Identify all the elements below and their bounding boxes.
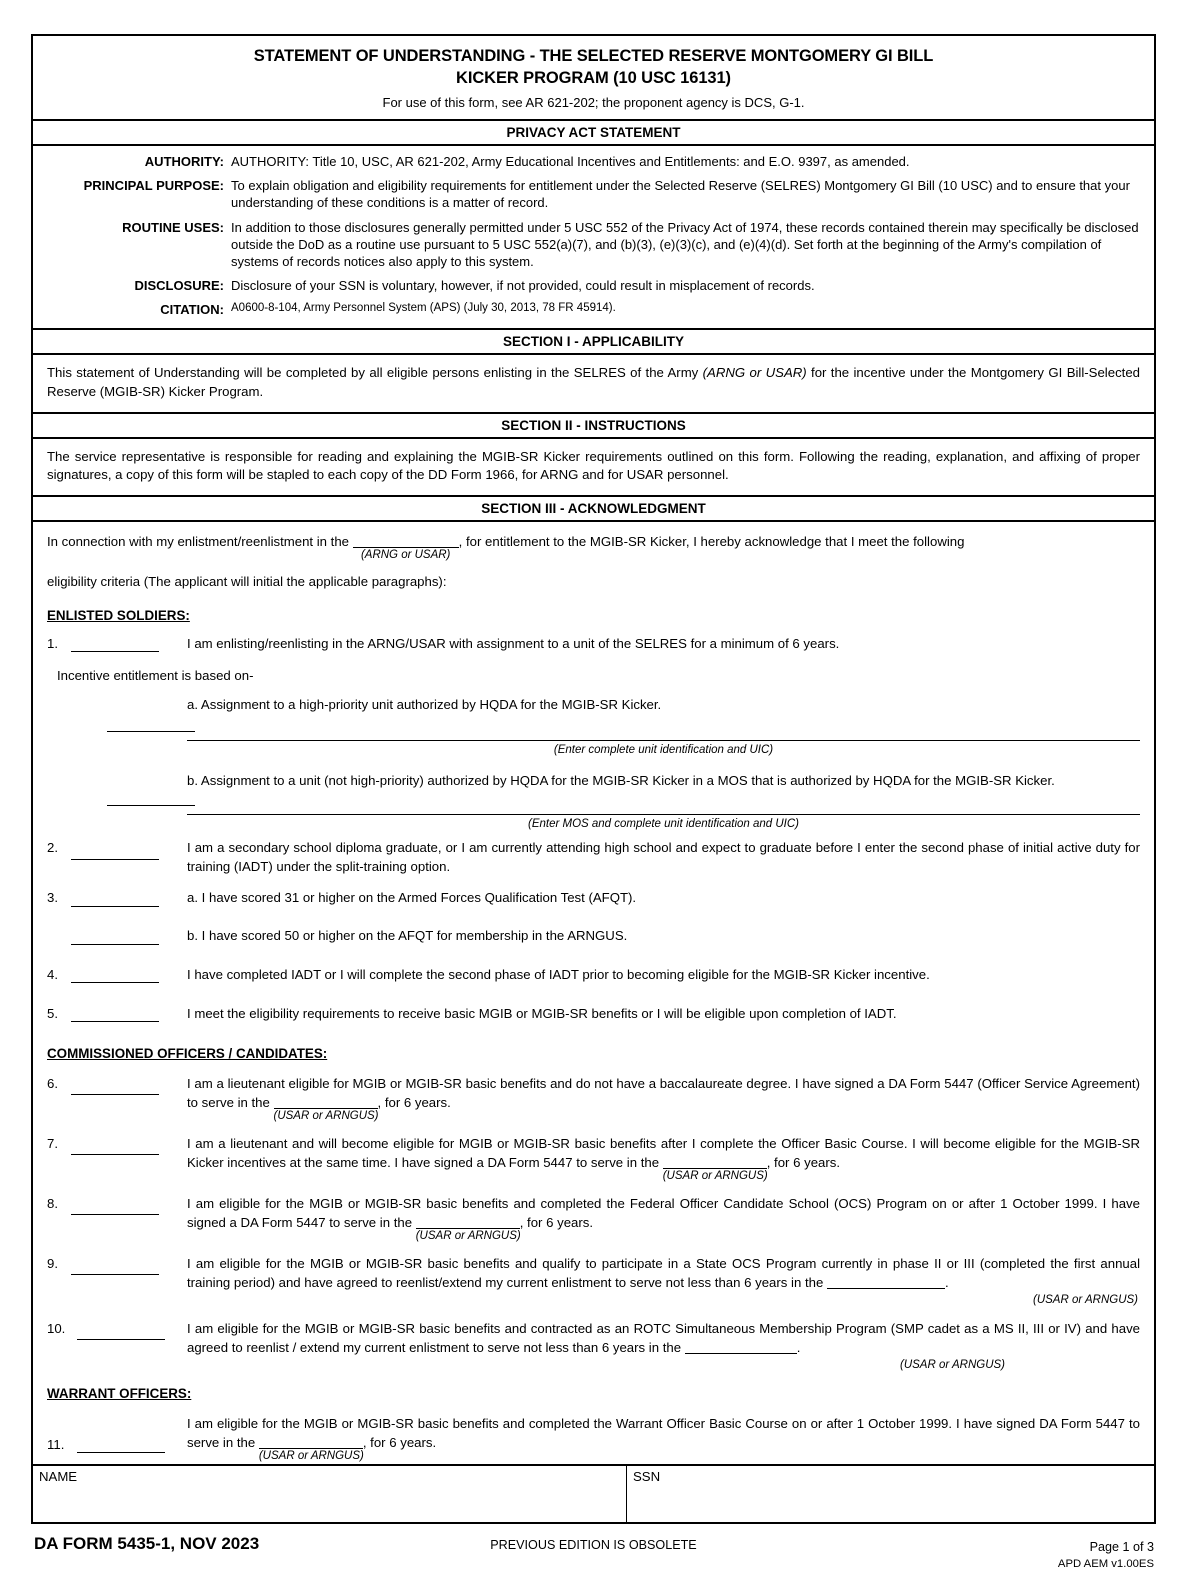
item-11-branch-caption: (USAR or ARNGUS)	[258, 1449, 364, 1462]
identity-row	[33, 1464, 1154, 1522]
form-subtitle: For use of this form, see AR 621-202; the proponent agency is DCS, G-1.	[382, 94, 805, 110]
item-5-text: I meet the eligibility requirements to receive basic MGIB or MGIB-SR benefits or I will be eligible upon completion of IADT.	[187, 1006, 897, 1022]
item-9-text-part-1: I am eligible for the MGIB or MGIB-SR basic benefits and qualify to participate in a State OCS Program currently in phase II or III (completed the first annual training period) and have agreed to reenlist/extend my current enlistment to serve not less than 6 years in the	[187, 1255, 1140, 1290]
item-11-text	[187, 1414, 1140, 1462]
item-5	[47, 1004, 1140, 1030]
item-1b-entry-caption: (Enter MOS and complete unit identification and UIC)	[527, 817, 800, 830]
privacy-text-disclosure: Disclosure of your SSN is voluntary, however, if not provided, could result in misplacement of records.	[231, 277, 815, 293]
item-11-initial-line[interactable]	[77, 1452, 165, 1453]
privacy-label-authority: AUTHORITY:	[144, 154, 224, 170]
item-11	[47, 1414, 1140, 1462]
form-identifier: DA FORM 5435-1, NOV 2023	[34, 1533, 260, 1553]
item-1b-initial-line[interactable]	[107, 805, 195, 806]
privacy-text-citation: A0600-8-104, Army Personnel System (APS) (July 30, 2013, 78 FR 45914).	[231, 302, 616, 315]
privacy-label-citation: CITATION:	[160, 302, 224, 318]
section-1-body	[33, 355, 1154, 411]
item-2-text: I am a secondary school diploma graduate, or I am currently attending high school and expect to graduate before I enter the second phase of initial active duty for training (IADT) under the split-training option.	[187, 840, 1140, 875]
item-4-initial-line[interactable]	[71, 982, 159, 983]
item-8-text	[187, 1194, 1140, 1242]
item-10-text-part-2: .	[796, 1340, 801, 1356]
section-1-text-after: for the incentive under the Montgomery GI Bill-Selected Reserve (MGIB-SR) Kicker Program.	[47, 365, 1140, 400]
privacy-row-principal-purpose	[39, 177, 1140, 211]
item-10-branch-blank[interactable]	[685, 1341, 797, 1354]
item-8-branch-caption: (USAR or ARNGUS)	[415, 1229, 521, 1242]
item-9-branch-caption: (USAR or ARNGUS)	[1033, 1293, 1138, 1306]
name-field[interactable]	[33, 1466, 627, 1522]
item-10-number: 10.	[47, 1321, 66, 1337]
item-3a-initial-line[interactable]	[71, 906, 159, 907]
page-info	[1058, 1538, 1154, 1573]
item-6	[47, 1074, 1140, 1122]
privacy-row-routine-uses	[39, 219, 1140, 270]
item-10-text-part-1: I am eligible for the MGIB or MGIB-SR basic benefits and contracted as an ROTC Simultaneous Membership Program (SMP cadet as a MS II, III or IV) and have agreed to reenlist / extend my current enlistment to serve not less than 6 years in the	[187, 1321, 1140, 1356]
item-4-number: 4.	[47, 967, 58, 983]
item-9-number: 9.	[47, 1255, 58, 1271]
item-9-branch-blank[interactable]	[827, 1276, 945, 1289]
section-1-italic: (ARNG or USAR)	[702, 365, 807, 381]
item-6-blank-wrap	[273, 1093, 379, 1122]
item-6-text	[187, 1074, 1140, 1122]
item-11-text-part-2: , for 6 years.	[362, 1434, 437, 1450]
item-11-blank-wrap	[258, 1433, 364, 1462]
section-2-text: The service representative is responsible for reading and explaining the MGIB-SR Kicker requirements outlined on this form. Following the reading, explanation, and affixing of proper signatures, a copy of this form will be stapled to each copy of the DD Form 1966, for ARNG and for USAR personnel.	[47, 448, 1140, 483]
privacy-row-disclosure	[39, 277, 1140, 294]
item-5-number: 5.	[47, 1006, 58, 1022]
form-frame	[31, 34, 1156, 1524]
intro-text-part-1: In connection with my enlistment/reenlistment in the	[47, 534, 353, 550]
item-2	[47, 838, 1140, 876]
section-2-body	[33, 439, 1154, 495]
item-8-text-part-1: I am eligible for the MGIB or MGIB-SR basic benefits and completed the Federal Officer Candidate School (OCS) Program on or after 1 October 1999. I have signed a DA Form 5447 to serve in the	[187, 1195, 1140, 1230]
item-8-number: 8.	[47, 1195, 58, 1211]
warrant-officers-heading: WARRANT OFFICERS:	[47, 1386, 192, 1402]
item-7-initial-line[interactable]	[71, 1154, 159, 1155]
form-page	[31, 34, 1156, 1578]
item-1a	[47, 695, 1140, 759]
item-6-text-part-2: , for 6 years.	[377, 1094, 451, 1110]
item-8	[47, 1194, 1140, 1242]
item-3b-initial-line[interactable]	[71, 944, 159, 945]
item-7-number: 7.	[47, 1135, 58, 1151]
privacy-act-heading: PRIVACY ACT STATEMENT	[33, 121, 1154, 146]
item-1-number: 1.	[47, 635, 58, 651]
item-8-blank-wrap	[415, 1213, 521, 1242]
item-2-number: 2.	[47, 840, 58, 856]
item-6-initial-line[interactable]	[71, 1094, 159, 1095]
item-7-text-part-2: , for 6 years.	[766, 1154, 841, 1170]
previous-edition-note: PREVIOUS EDITION IS OBSOLETE	[490, 1537, 697, 1552]
item-1b	[47, 771, 1140, 833]
item-1b-entry-block	[187, 814, 1140, 833]
item-1a-entry-caption: (Enter complete unit identification and UIC)	[553, 743, 774, 756]
form-title-line-1: STATEMENT OF UNDERSTANDING - THE SELECTED RESERVE MONTGOMERY GI BILL	[253, 47, 934, 65]
item-9-initial-line[interactable]	[71, 1274, 159, 1275]
item-1-text: I am enlisting/reenlisting in the ARNG/USAR with assignment to a unit of the SELRES for a minimum of 6 years.	[187, 635, 840, 651]
item-2-initial-line[interactable]	[71, 859, 159, 860]
item-9	[47, 1254, 1140, 1309]
privacy-act-body	[33, 146, 1154, 328]
page-number: Page 1 of 3	[1089, 1539, 1154, 1554]
item-3-number: 3.	[47, 890, 58, 906]
section-2-heading: SECTION II - INSTRUCTIONS	[33, 412, 1154, 439]
item-7-text-part-1: I am a lieutenant and will become eligible for MGIB or MGIB-SR basic benefits after I complete the Officer Basic Course. I will become eligible for the MGIB-SR Kicker incentives at the same time. I have signed a DA Form 5447 to serve in the	[187, 1135, 1140, 1170]
item-1a-initial-line[interactable]	[107, 731, 195, 732]
privacy-label-routine-uses: ROUTINE USES:	[122, 219, 224, 235]
item-7-blank-wrap	[662, 1153, 768, 1182]
privacy-label-disclosure: DISCLOSURE:	[134, 277, 224, 293]
item-10	[47, 1319, 1140, 1374]
intro-blank-wrap	[353, 532, 459, 562]
name-label: NAME	[39, 1468, 78, 1484]
item-5-initial-line[interactable]	[71, 1021, 159, 1022]
item-3b-text: b. I have scored 50 or higher on the AFQT for membership in the ARNGUS.	[187, 928, 628, 944]
item-9-text-part-2: .	[944, 1274, 949, 1290]
ssn-label: SSN	[633, 1468, 661, 1484]
item-6-number: 6.	[47, 1075, 58, 1091]
apd-version: APD AEM v1.00ES	[1057, 1557, 1154, 1570]
section-3-body	[33, 522, 1154, 1463]
intro-text-part-2: , for entitlement to the MGIB-SR Kicker, I hereby acknowledge that I meet the following	[458, 534, 965, 550]
item-10-branch-caption: (USAR or ARNGUS)	[900, 1359, 1005, 1372]
item-4-text: I have completed IADT or I will complete the second phase of IADT prior to becoming eligible for the MGIB-SR Kicker incentive.	[187, 967, 930, 983]
item-11-text-part-1: I am eligible for the MGIB or MGIB-SR basic benefits and completed the Warrant Officer Basic Course on or after 1 October 1999. I have signed DA Form 5447 to serve in the	[187, 1415, 1140, 1450]
acknowledgment-intro-line-2: eligibility criteria (The applicant will initial the applicable paragraphs):	[47, 574, 447, 590]
item-4	[47, 965, 1140, 991]
item-11-number: 11.	[47, 1436, 65, 1452]
privacy-label-principal-purpose: PRINCIPAL PURPOSE:	[83, 178, 224, 194]
item-3a	[47, 888, 1140, 914]
privacy-text-routine-uses: In addition to those disclosures generally permitted under 5 USC 552 of the Privacy Act of 1974, these records contained therein may specifically be disclosed outside the DoD as a routine use pursuant to 5 USC 552(a)(7), and (b)(3), (e)(3)(c), and (e)(4)(d). Set forth at the beginning of the Army's compilation of systems of records notices also apply to this system.	[231, 219, 1139, 269]
page-footer	[31, 1534, 1156, 1578]
item-8-text-part-2: , for 6 years.	[519, 1214, 594, 1230]
item-1a-entry-block	[187, 740, 1140, 759]
section-1-heading: SECTION I - APPLICABILITY	[33, 328, 1154, 355]
item-3b	[47, 926, 1140, 952]
section-3-heading: SECTION III - ACKNOWLEDGMENT	[33, 495, 1154, 522]
enlisted-soldiers-heading: ENLISTED SOLDIERS:	[47, 607, 190, 623]
item-3a-text: a. I have scored 31 or higher on the Armed Forces Qualification Test (AFQT).	[187, 890, 637, 906]
section-1-text-before: This statement of Understanding will be completed by all eligible persons enlisting in the SELRES of the Army	[47, 365, 703, 381]
form-title-line-2: KICKER PROGRAM (10 USC 16131)	[456, 69, 731, 88]
item-9-text	[187, 1254, 1140, 1292]
privacy-text-principal-purpose: To explain obligation and eligibility requirements for entitlement under the Selected Reserve (SELRES) Montgomery GI Bill (10 USC) and to ensure that your understanding of these conditions is a matter of record.	[231, 178, 1130, 211]
item-10-initial-line[interactable]	[77, 1339, 165, 1340]
item-8-initial-line[interactable]	[71, 1214, 159, 1215]
item-6-branch-caption: (USAR or ARNGUS)	[273, 1109, 379, 1122]
item-1b-text: b. Assignment to a unit (not high-priority) authorized by HQDA for the MGIB-SR Kicker in a MOS that is authorized by HQDA for the MGIB-SR Kicker.	[187, 772, 1055, 788]
item-7-branch-caption: (USAR or ARNGUS)	[662, 1169, 768, 1182]
item-10-text	[187, 1319, 1140, 1357]
ssn-field[interactable]	[627, 1466, 1154, 1522]
item-1b-entry-rule[interactable]	[187, 814, 1140, 815]
intro-branch-caption: (ARNG or USAR)	[360, 549, 451, 562]
form-title-block	[33, 36, 1154, 121]
acknowledgment-intro	[47, 532, 1140, 562]
commissioned-officers-heading: COMMISSIONED OFFICERS / CANDIDATES:	[47, 1046, 328, 1062]
item-1a-entry-rule[interactable]	[187, 740, 1140, 741]
privacy-row-citation	[39, 301, 1140, 318]
item-1-initial-line[interactable]	[71, 651, 159, 652]
item-7	[47, 1134, 1140, 1182]
item-6-text-part-1: I am a lieutenant eligible for MGIB or MGIB-SR basic benefits and do not have a baccalaureate degree. I have signed a DA Form 5447 (Officer Service Agreement) to serve in the	[187, 1075, 1140, 1110]
incentive-entitlement-line: Incentive entitlement is based on-	[57, 667, 254, 683]
item-1a-text: a. Assignment to a high-priority unit authorized by HQDA for the MGIB-SR Kicker.	[187, 696, 662, 712]
item-1	[47, 634, 1140, 660]
privacy-text-authority: AUTHORITY: Title 10, USC, AR 621-202, Army Educational Incentives and Entitlements: and E.O. 9397, as amended.	[231, 154, 910, 170]
item-7-text	[187, 1134, 1140, 1182]
privacy-row-authority	[39, 153, 1140, 170]
